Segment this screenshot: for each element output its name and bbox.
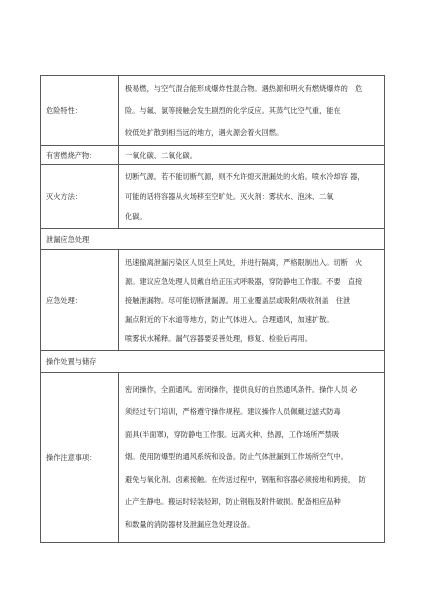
content-line: 漏点附近的下水道等地方，防止气体进入。合理通风，加速扩散。: [125, 314, 334, 324]
leak-section-heading: 泄漏应急处理: [41, 229, 385, 250]
content-line: 可能的话将容器从火场移至空旷处。灭火剂：雾状水、泡沫、二氧: [125, 191, 334, 201]
operation-content: [119, 373, 385, 543]
combustion-row: [41, 146, 385, 165]
msds-table: [40, 75, 385, 543]
hazard-label: 危险特性：: [41, 76, 119, 146]
content-line: 烟。使用防爆型的通风系统和设备。防止气体泄漏到工作场所空气中。: [125, 452, 348, 462]
storage-section-row: [41, 351, 385, 373]
combustion-content: [119, 146, 385, 165]
fire-label: 灭火方法：: [41, 165, 119, 229]
operation-row: [41, 373, 385, 543]
content-line: 极易燃，与空气混合能形成爆炸性混合物。遇热源和明火有燃烧爆炸的 危: [125, 83, 363, 93]
emergency-row: [41, 250, 385, 351]
content-line: 化碳。: [125, 211, 147, 221]
content-line: 较低处扩散到相当远的地方，遇火源会着火回燃。: [125, 127, 284, 137]
content-line: 喷雾状水稀释。漏气容器要妥善处理，修复、检验后再用。: [125, 333, 312, 343]
content-line: 止产生静电。搬运时轻装轻卸，防止钢瓶及附件破损。配备相应品种: [125, 497, 341, 507]
content-line: 源。建议应急处理人员戴自给正压式呼吸器，穿防静电工作服。不要 直接: [125, 276, 363, 286]
content-line: 避免与氧化剂、卤素接触。在传送过程中，钢瓶和容器必须接地和跨接， 防: [125, 474, 366, 484]
storage-section-heading: 操作处置与储存: [41, 351, 385, 373]
emergency-label: 应急处理：: [41, 250, 119, 351]
leak-section-row: [41, 229, 385, 250]
content-line: 险。与氟、氯等接触会发生剧烈的化学反应。其蒸气比空气重，能在: [125, 105, 341, 115]
content-line: 迅速撤离泄漏污染区人员至上风处，并进行隔离，严格限制出入。切断 火: [125, 257, 363, 267]
content-line: 一氧化碳、二氧化碳。: [125, 150, 197, 160]
content-line: 和数量的消防器材及泄漏应急处理设备。: [125, 519, 255, 529]
content-line: 须经过专门培训，严格遵守操作规程。建议操作人员佩戴过滤式防毒: [125, 407, 341, 417]
combustion-label: 有害燃烧产物：: [41, 146, 119, 165]
emergency-content: [119, 250, 385, 351]
content-line: 面具(半面罩)，穿防静电工作服。远离火种、热源，工作场所严禁吸: [125, 429, 340, 439]
content-line: 接触泄漏物。尽可能切断泄漏源。用工业覆盖层或吸附/吸收剂盖 住泄: [125, 295, 351, 305]
hazard-row: [41, 76, 385, 146]
fire-row: [41, 165, 385, 229]
fire-content: [119, 165, 385, 229]
content-line: 切断气源。若不能切断气源，则不允许熄灭泄漏处的火焰。喷水冷却容 器，: [125, 171, 365, 181]
operation-label: 操作注意事项：: [41, 373, 119, 543]
hazard-content: [119, 76, 385, 146]
content-line: 密闭操作，全面通风。密闭操作，提供良好的自然通风条件。操作人员 必: [125, 384, 358, 394]
